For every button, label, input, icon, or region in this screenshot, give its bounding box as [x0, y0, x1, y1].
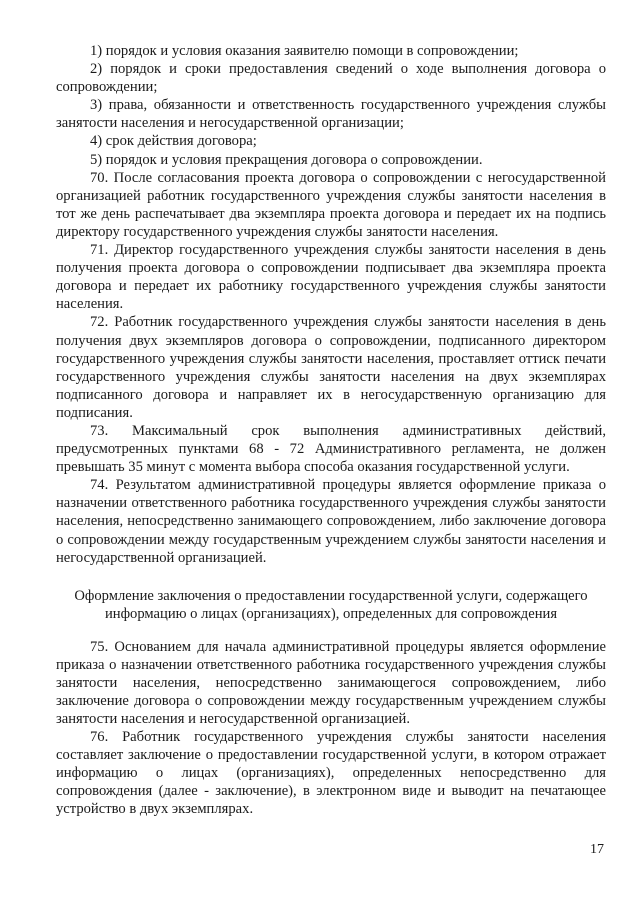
paragraph-74: 74. Результатом административной процедуры является оформление приказа о назначении ответственного работника государственного учреждения службы занятости населения, непосредственно занимающего сопровождением, либо заключение договора о сопровождении между государственным учреждением службы занятости населения и негосударственной организацией. — [56, 477, 606, 566]
page-number: 17 — [590, 842, 604, 857]
document-page — [56, 42, 606, 818]
list-item-reporting: 2) порядок и сроки предоставления сведений о ходе выполнения договора о сопровождении; — [56, 61, 606, 96]
paragraph-71: 71. Директор государственного учреждения службы занятости населения в день получения проекта договора о сопровождении подписывает два экземпляра проекта договора и передает их работнику государственного учреждения службы занятости населения. — [56, 242, 606, 313]
list-item-term: 4) срок действия договора; — [90, 133, 257, 150]
paragraph-75: 75. Основанием для начала административной процедуры является оформление приказа о назначении ответственного работника государственного учреждения службы занятости населения, непосредственно занимающегося сопровождением, либо заключение договора о сопровождении между государственным учреждением службы занятости населения и негосударственной организацией. — [56, 638, 606, 727]
paragraph-70: 70. После согласования проекта договора о сопровождении с негосударственной организацией работник государственного учреждения службы занятости населения в тот же день распечатывает два экземпляра проекта договора и передает их на подпись директору государственного учреждения службы занятости населения. — [56, 169, 606, 240]
section-heading: Оформление заключения о предоставлении государственной услуги, содержащего информацию о лицах (организациях), определенных для сопровождения — [74, 587, 588, 623]
list-item-termination: 5) порядок и условия прекращения договора о сопровождении. — [90, 151, 483, 168]
paragraph-76: 76. Работник государственного учреждения службы занятости населения составляет заключение о предоставлении государственной услуги, в котором отражает информацию о лицах (организациях), определенных непосредственно для сопровождения (далее - заключение), в электронном виде и выводит на печатающее устройство в двух экземплярах. — [56, 729, 606, 818]
paragraph-73: 73. Максимальный срок выполнения административных действий, предусмотренных пунктами 68 - 72 Административного регламента, не должен превышать 35 минут с момента выбора способа оказания государственной услуги. — [56, 422, 606, 476]
list-item-rights: 3) права, обязанности и ответственность государственного учреждения службы занятости населения и негосударственной организации; — [56, 97, 606, 132]
paragraph-72: 72. Работник государственного учреждения службы занятости населения в день получения двух экземпляров договора о сопровождении, подписанного директором государственного учреждения службы занятости населения, проставляет оттиск печати государственного учреждения службы занятости населения на двух экземплярах подписанного договора и направляет их в негосударственную организацию для подписания. — [56, 314, 606, 421]
list-item-procedure: 1) порядок и условия оказания заявителю помощи в сопровождении; — [90, 43, 519, 59]
